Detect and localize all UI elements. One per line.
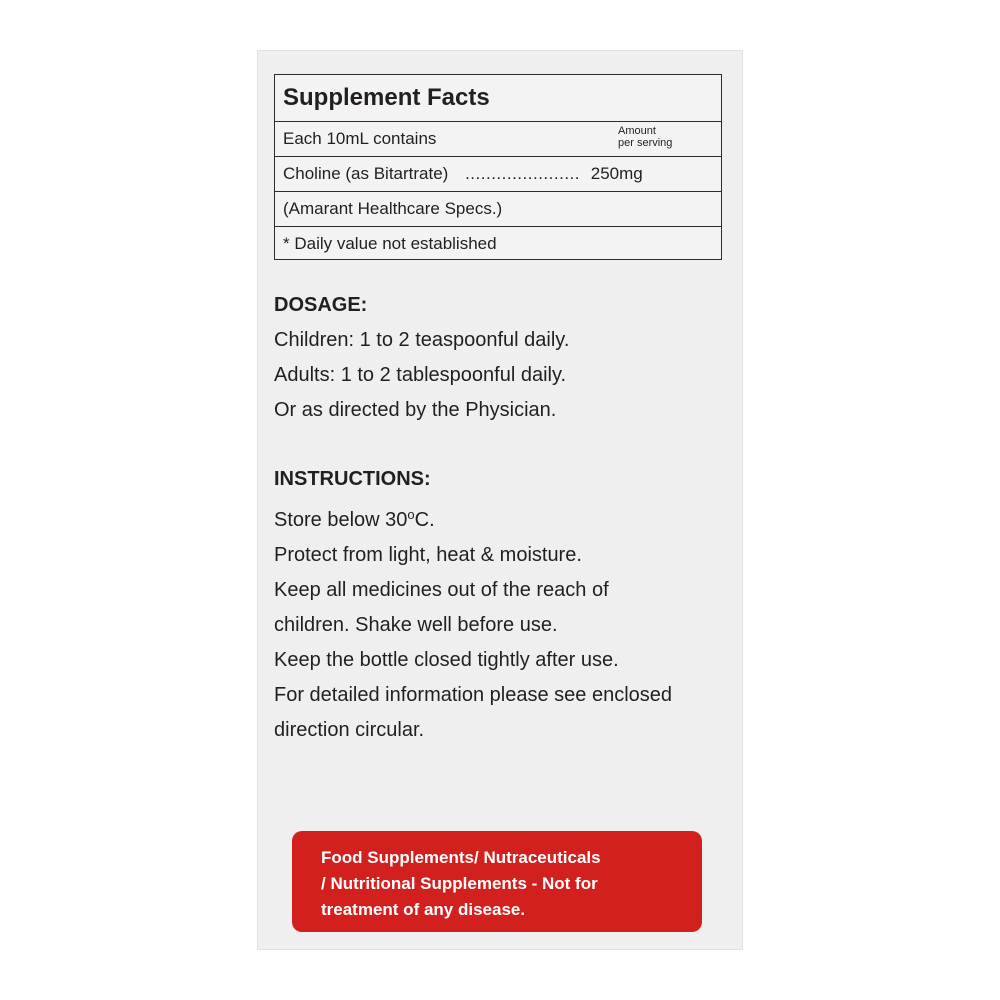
dosage-heading: DOSAGE:	[274, 294, 368, 316]
disclaimer-banner	[292, 831, 702, 932]
instruction-line: direction circular.	[274, 719, 425, 741]
banner-line: Food Supplements/ Nutraceuticals	[321, 848, 601, 867]
amount-header-line1: Amount	[618, 125, 656, 137]
dosage-line: Adults: 1 to 2 tablespoonful daily.	[274, 364, 567, 386]
leader-dots: ......................	[465, 164, 580, 183]
instruction-line: Keep the bottle closed tightly after use.	[274, 649, 619, 671]
instructions-heading: INSTRUCTIONS:	[274, 468, 431, 490]
facts-specs-row	[275, 192, 721, 227]
banner-line: treatment of any disease.	[321, 900, 526, 919]
amount-per-serving-header	[618, 125, 672, 149]
dosage-line: Or as directed by the Physician.	[274, 399, 557, 421]
storage-prefix: Store below 30	[274, 509, 408, 531]
storage-line	[274, 497, 672, 538]
instruction-line: children. Shake well before use.	[274, 614, 558, 636]
ingredient-amount: 250mg	[590, 164, 643, 183]
specs-text: (Amarant Healthcare Specs.)	[283, 199, 503, 218]
facts-serving-row	[275, 122, 721, 157]
facts-note-row	[275, 227, 721, 261]
facts-title: Supplement Facts	[275, 75, 721, 122]
banner-line: / Nutritional Supplements - Not for	[321, 874, 598, 893]
daily-value-note: * Daily value not established	[283, 234, 497, 253]
dosage-line: Children: 1 to 2 teaspoonful daily.	[274, 329, 570, 351]
ingredient-name: Choline (as Bitartrate)	[283, 164, 449, 183]
serving-label: Each 10mL contains	[283, 129, 437, 148]
storage-suffix: C.	[414, 509, 435, 531]
instruction-line: Keep all medicines out of the reach of	[274, 579, 609, 601]
dosage-section	[274, 288, 569, 428]
instruction-line: For detailed information please see enclosed	[274, 684, 673, 706]
instructions-section	[274, 462, 672, 748]
degree-sign: o	[407, 507, 415, 522]
amount-header-line2: per serving	[618, 137, 673, 149]
facts-ingredient-row	[275, 157, 721, 192]
supplement-facts-table	[274, 74, 722, 260]
instruction-line: Protect from light, heat & moisture.	[274, 544, 582, 566]
